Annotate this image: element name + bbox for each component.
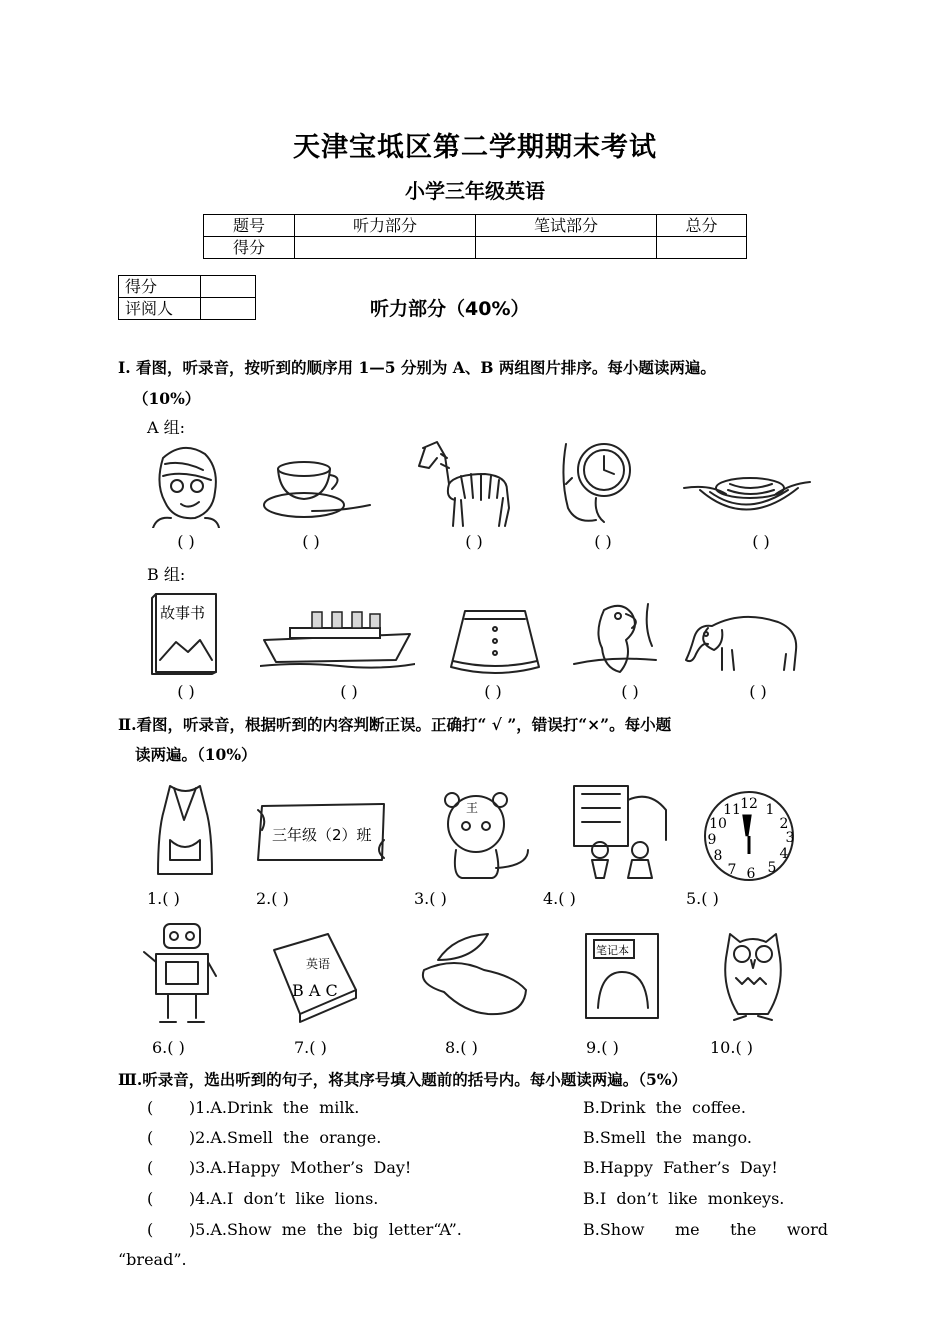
english-book-picture xyxy=(270,930,360,1025)
grader-score-cell[interactable] xyxy=(201,276,256,298)
notebook-picture xyxy=(580,928,664,1024)
score-cell-listening[interactable] xyxy=(295,237,476,259)
section2-blank-4[interactable]: 4.( ) xyxy=(543,889,576,908)
score-table xyxy=(203,214,747,259)
group-b-blank-1[interactable]: ( ) xyxy=(177,682,195,701)
grader-table xyxy=(118,275,256,320)
svg-text:12: 12 xyxy=(740,796,758,812)
svg-text:8: 8 xyxy=(713,848,723,864)
score-header-number: 题号 xyxy=(204,215,295,237)
tea-cup-picture xyxy=(262,455,374,530)
mango-picture xyxy=(414,930,534,1020)
score-header-listening: 听力部分 xyxy=(295,215,476,237)
section3-item3-b: B.Happy Father’s Day! xyxy=(583,1158,778,1177)
section3-item1-b: B.Drink the coffee. xyxy=(583,1098,746,1117)
group-a-blank-3[interactable]: ( ) xyxy=(465,532,483,551)
nest-picture xyxy=(680,470,815,528)
group-b-blank-4[interactable]: ( ) xyxy=(621,682,639,701)
score-cell-writing[interactable] xyxy=(476,237,657,259)
section1-points: （10%） xyxy=(133,389,201,408)
section3-item4-b: B.I don’t like monkeys. xyxy=(583,1189,785,1208)
section1-instruction: Ⅰ. 看图，听录音，按听到的顺序用 1—5 分别为 A、B 两组图片排序。每小题读两遍。 xyxy=(118,358,716,377)
group-a-label: A 组: xyxy=(147,418,186,437)
group-b-label: B 组: xyxy=(147,565,186,584)
english-book-title: 英语 xyxy=(306,957,331,971)
svg-text:9: 9 xyxy=(707,832,717,848)
group-a-blank-2[interactable]: ( ) xyxy=(302,532,320,551)
group-b-blank-2[interactable]: ( ) xyxy=(340,682,358,701)
section2-blank-3[interactable]: 3.( ) xyxy=(414,889,447,908)
group-b-blank-3[interactable]: ( ) xyxy=(484,682,502,701)
score-header-writing: 笔试部分 xyxy=(476,215,657,237)
section3-item3-a[interactable]: ( )3.A.Happy Mother’s Day! xyxy=(147,1158,412,1177)
notebook-label: 笔记本 xyxy=(596,944,629,957)
section2-blank-6[interactable]: 6.( ) xyxy=(152,1038,185,1057)
zebra-picture xyxy=(415,438,515,530)
svg-text:10: 10 xyxy=(709,816,727,832)
svg-text:4: 4 xyxy=(779,846,789,862)
group-a-blank-4[interactable]: ( ) xyxy=(594,532,612,551)
group-a-blank-5[interactable]: ( ) xyxy=(752,532,770,551)
section2-blank-7[interactable]: 7.( ) xyxy=(294,1038,327,1057)
svg-text:11: 11 xyxy=(723,802,741,818)
robot-picture xyxy=(138,918,220,1026)
section3-item5-b: B.Show me the word xyxy=(583,1220,829,1239)
section2-blank-9[interactable]: 9.( ) xyxy=(586,1038,619,1057)
clock-picture xyxy=(702,790,797,882)
section3-item4-a[interactable]: ( )4.A.I don’t like lions. xyxy=(147,1189,379,1208)
english-book-letters: B A C xyxy=(292,981,338,1000)
svg-text:1: 1 xyxy=(765,802,775,818)
section3-item5-cont: “bread”. xyxy=(118,1250,187,1269)
ship-picture xyxy=(260,610,415,670)
class-sign-label: 三年级（2）班 xyxy=(272,826,372,844)
section2-instruction: Ⅱ.看图，听录音，根据听到的内容判断正误。正确打“ √ ”，错误打“×”。每小题 xyxy=(118,715,672,734)
storybook-picture xyxy=(150,590,222,676)
score-header-total: 总分 xyxy=(657,215,747,237)
svg-text:2: 2 xyxy=(779,816,789,832)
section3-item1-a[interactable]: ( )1.A.Drink the milk. xyxy=(147,1098,360,1117)
section2-instruction-cont: 读两遍。（10%） xyxy=(135,745,257,764)
section3-item2-b: B.Smell the mango. xyxy=(583,1128,752,1147)
parrot-picture xyxy=(570,598,660,682)
tiger-picture xyxy=(432,790,536,882)
owl-picture xyxy=(718,928,788,1026)
section2-blank-10[interactable]: 10.( ) xyxy=(710,1038,754,1057)
grader-name-cell[interactable] xyxy=(201,298,256,320)
section3-item5-a[interactable]: ( )5.A.Show me the big letter“A”. xyxy=(147,1220,462,1239)
section3-item2-a[interactable]: ( )2.A.Smell the orange. xyxy=(147,1128,382,1147)
section2-blank-5[interactable]: 5.( ) xyxy=(686,889,719,908)
skirt-picture xyxy=(447,607,542,679)
watch-picture xyxy=(556,438,638,526)
score-cell-total[interactable] xyxy=(657,237,747,259)
listening-heading: 听力部分（40%） xyxy=(370,298,530,320)
svg-text:5: 5 xyxy=(767,860,777,876)
group-b-blank-5[interactable]: ( ) xyxy=(749,682,767,701)
school-picture xyxy=(570,780,670,880)
section2-blank-2[interactable]: 2.( ) xyxy=(256,889,289,908)
svg-text:6: 6 xyxy=(746,866,756,882)
elephant-picture xyxy=(682,608,802,678)
section2-blank-8[interactable]: 8.( ) xyxy=(445,1038,478,1057)
page-subtitle: 小学三年级英语 xyxy=(405,179,545,203)
grader-name-label: 评阅人 xyxy=(119,298,201,320)
group-a-blank-1[interactable]: ( ) xyxy=(177,532,195,551)
grandmother-picture xyxy=(143,440,223,528)
tiger-forehead-mark: 王 xyxy=(466,801,479,815)
section3-instruction: Ⅲ.听录音，选出听到的句子，将其序号填入题前的括号内。每小题读两遍。（5%） xyxy=(118,1070,688,1089)
storybook-label: 故事书 xyxy=(160,604,206,622)
section2-blank-1[interactable]: 1.( ) xyxy=(147,889,180,908)
vest-picture xyxy=(150,780,220,880)
score-row-label: 得分 xyxy=(204,237,295,259)
class-sign-picture xyxy=(254,800,392,865)
svg-text:7: 7 xyxy=(727,862,737,878)
svg-text:3: 3 xyxy=(785,830,795,846)
grader-score-label: 得分 xyxy=(119,276,201,298)
page-title: 天津宝坻区第二学期期末考试 xyxy=(293,132,657,163)
